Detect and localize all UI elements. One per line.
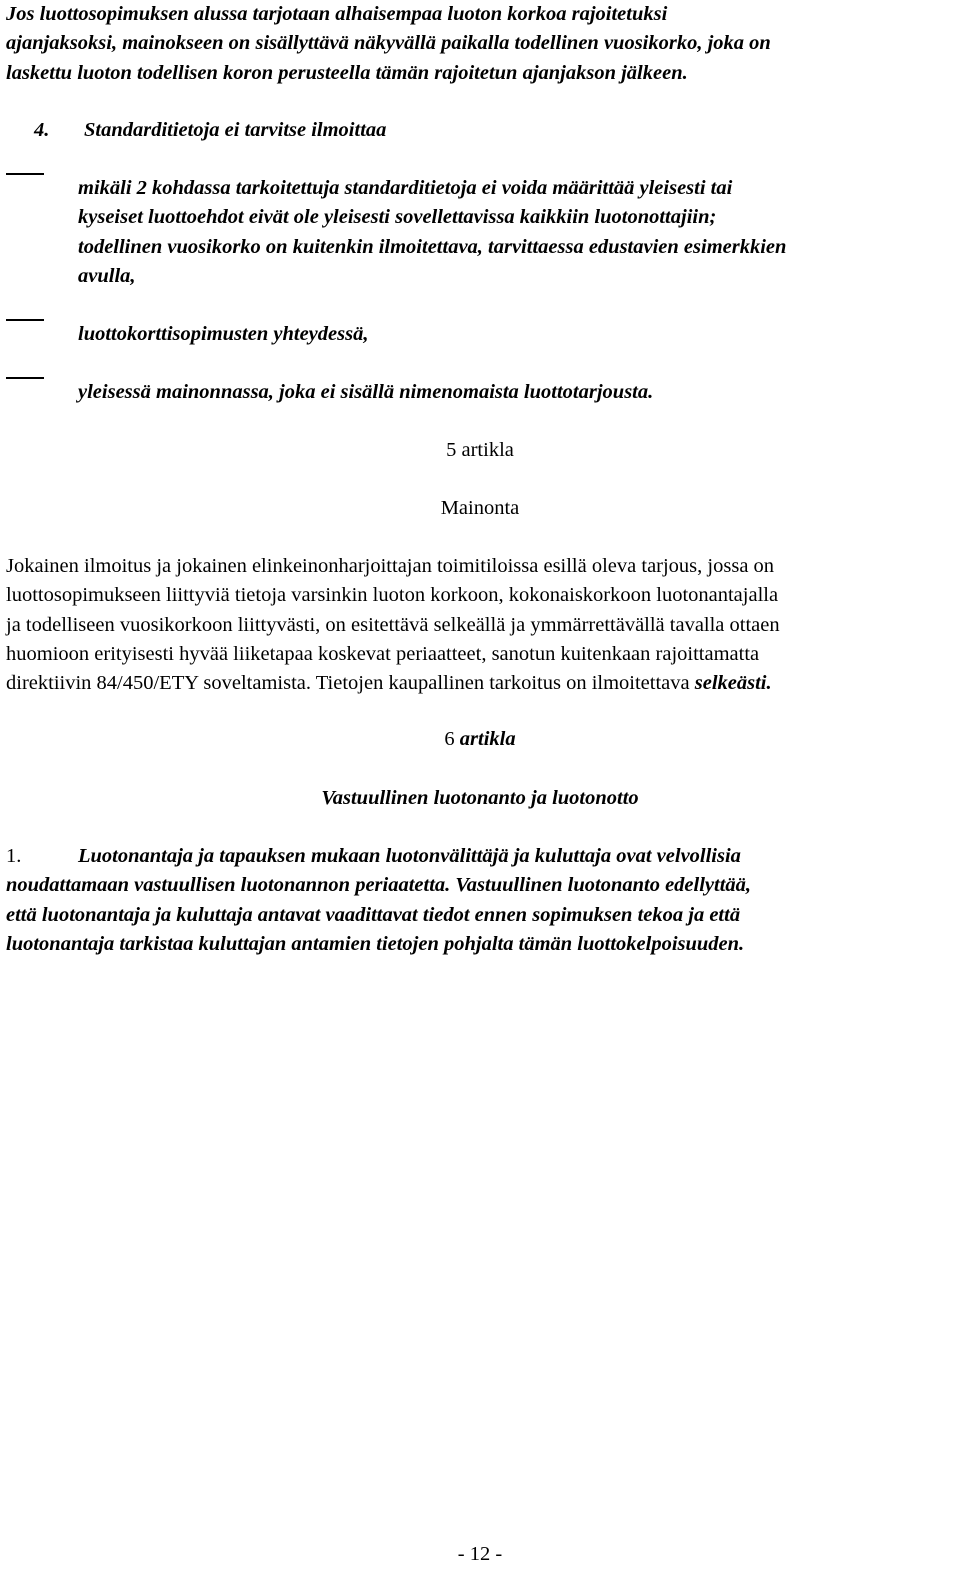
article-5-paragraph: [6, 552, 954, 698]
item-number: 4.: [34, 119, 50, 141]
paragraph-line: ja todelliseen vuosikorkoon liittyvästi, on esitettävä selkeällä ja ymmärrettävällä tavalla ottaen: [6, 613, 780, 636]
bullet-line: avulla,: [78, 264, 136, 287]
article-6-word: artikla: [459, 728, 516, 750]
article-6-heading: [0, 725, 960, 754]
emphasized-word: selkeästi.: [694, 672, 772, 695]
bullet-item: [78, 378, 954, 407]
paragraph-line: luotonantaja tarkistaa kuluttajan antamien tietojen pohjalta tämän luottokelpoisuuden.: [6, 932, 745, 955]
paragraph-number: 1.: [6, 845, 22, 867]
intro-line: laskettu luoton todellisen koron perusteella tämän rajoitetun ajanjakson jälkeen.: [6, 61, 688, 84]
dash-bullet-icon: [6, 319, 44, 321]
bullet-line: kyseiset luottoehdot eivät ole yleisesti sovellettavissa kaikkiin luotonottajiin;: [78, 206, 717, 229]
paragraph-line: Jokainen ilmoitus ja jokainen elinkeinonharjoittajan toimitiloissa esillä oleva tarjous, jossa on: [6, 555, 775, 577]
bullet-item: [78, 320, 954, 349]
paragraph-line: luottosopimukseen liittyviä tietoja varsinkin luoton korkoon, kokonaiskorkoon luotonantajalla: [6, 584, 779, 607]
dash-bullet-icon: [6, 173, 44, 175]
paragraph-line: [6, 669, 954, 698]
bullet-line: yleisessä mainonnassa, joka ei sisällä nimenomaista luottotarjousta.: [78, 381, 654, 403]
paragraph-line: huomioon erityisesti hyvää liiketapaa koskevat periaatteet, sanotun kuitenkaan rajoittamatta: [6, 642, 760, 665]
paragraph-line: [6, 842, 954, 871]
intro-paragraph: [6, 0, 954, 88]
bullet-line: todellinen vuosikorko on kuitenkin ilmoitettava, tarvittaessa edustavien esimerkkien: [78, 235, 787, 258]
article-5-subheading: Mainonta: [440, 497, 520, 519]
paragraph-line-text: Luotonantaja ja tapauksen mukaan luotonvälittäjä ja kuluttaja ovat velvollisia: [78, 845, 741, 867]
article-6-subheading: Vastuullinen luotonanto ja luotonotto: [321, 787, 639, 809]
article-6-number: 6: [444, 728, 455, 750]
intro-line: ajanjaksoksi, mainokseen on sisällyttävä näkyvällä paikalla todellinen vuosikorko, joka on: [6, 32, 771, 55]
article-5-heading: 5 artikla: [446, 439, 514, 461]
paragraph-line: noudattamaan vastuullisen luotonannon periaatetta. Vastuullinen luotonanto edellyttää,: [6, 874, 752, 897]
paragraph-line: että luotonantaja ja kuluttaja antavat vaadittavat tiedot ennen sopimuksen tekoa ja että: [6, 903, 741, 926]
item-title: Standarditietoja ei tarvitse ilmoittaa: [84, 119, 387, 141]
paragraph-line-text: direktiivin 84/450/ETY soveltamista. Tietojen kaupallinen tarkoitus on ilmoitettava: [6, 672, 690, 695]
bullet-line: mikäli 2 kohdassa tarkoitettuja standarditietoja ei voida määrittää yleisesti tai: [78, 177, 733, 199]
page-number: - 12 -: [457, 1543, 503, 1565]
dash-bullet-icon: [6, 377, 44, 379]
article-6-paragraph: [6, 842, 954, 959]
bullet-item: [78, 174, 954, 291]
intro-line: Jos luottosopimuksen alussa tarjotaan alhaisempaa luoton korkoa rajoitetuksi: [6, 3, 668, 25]
bullet-line: luottokorttisopimusten yhteydessä,: [78, 323, 369, 345]
